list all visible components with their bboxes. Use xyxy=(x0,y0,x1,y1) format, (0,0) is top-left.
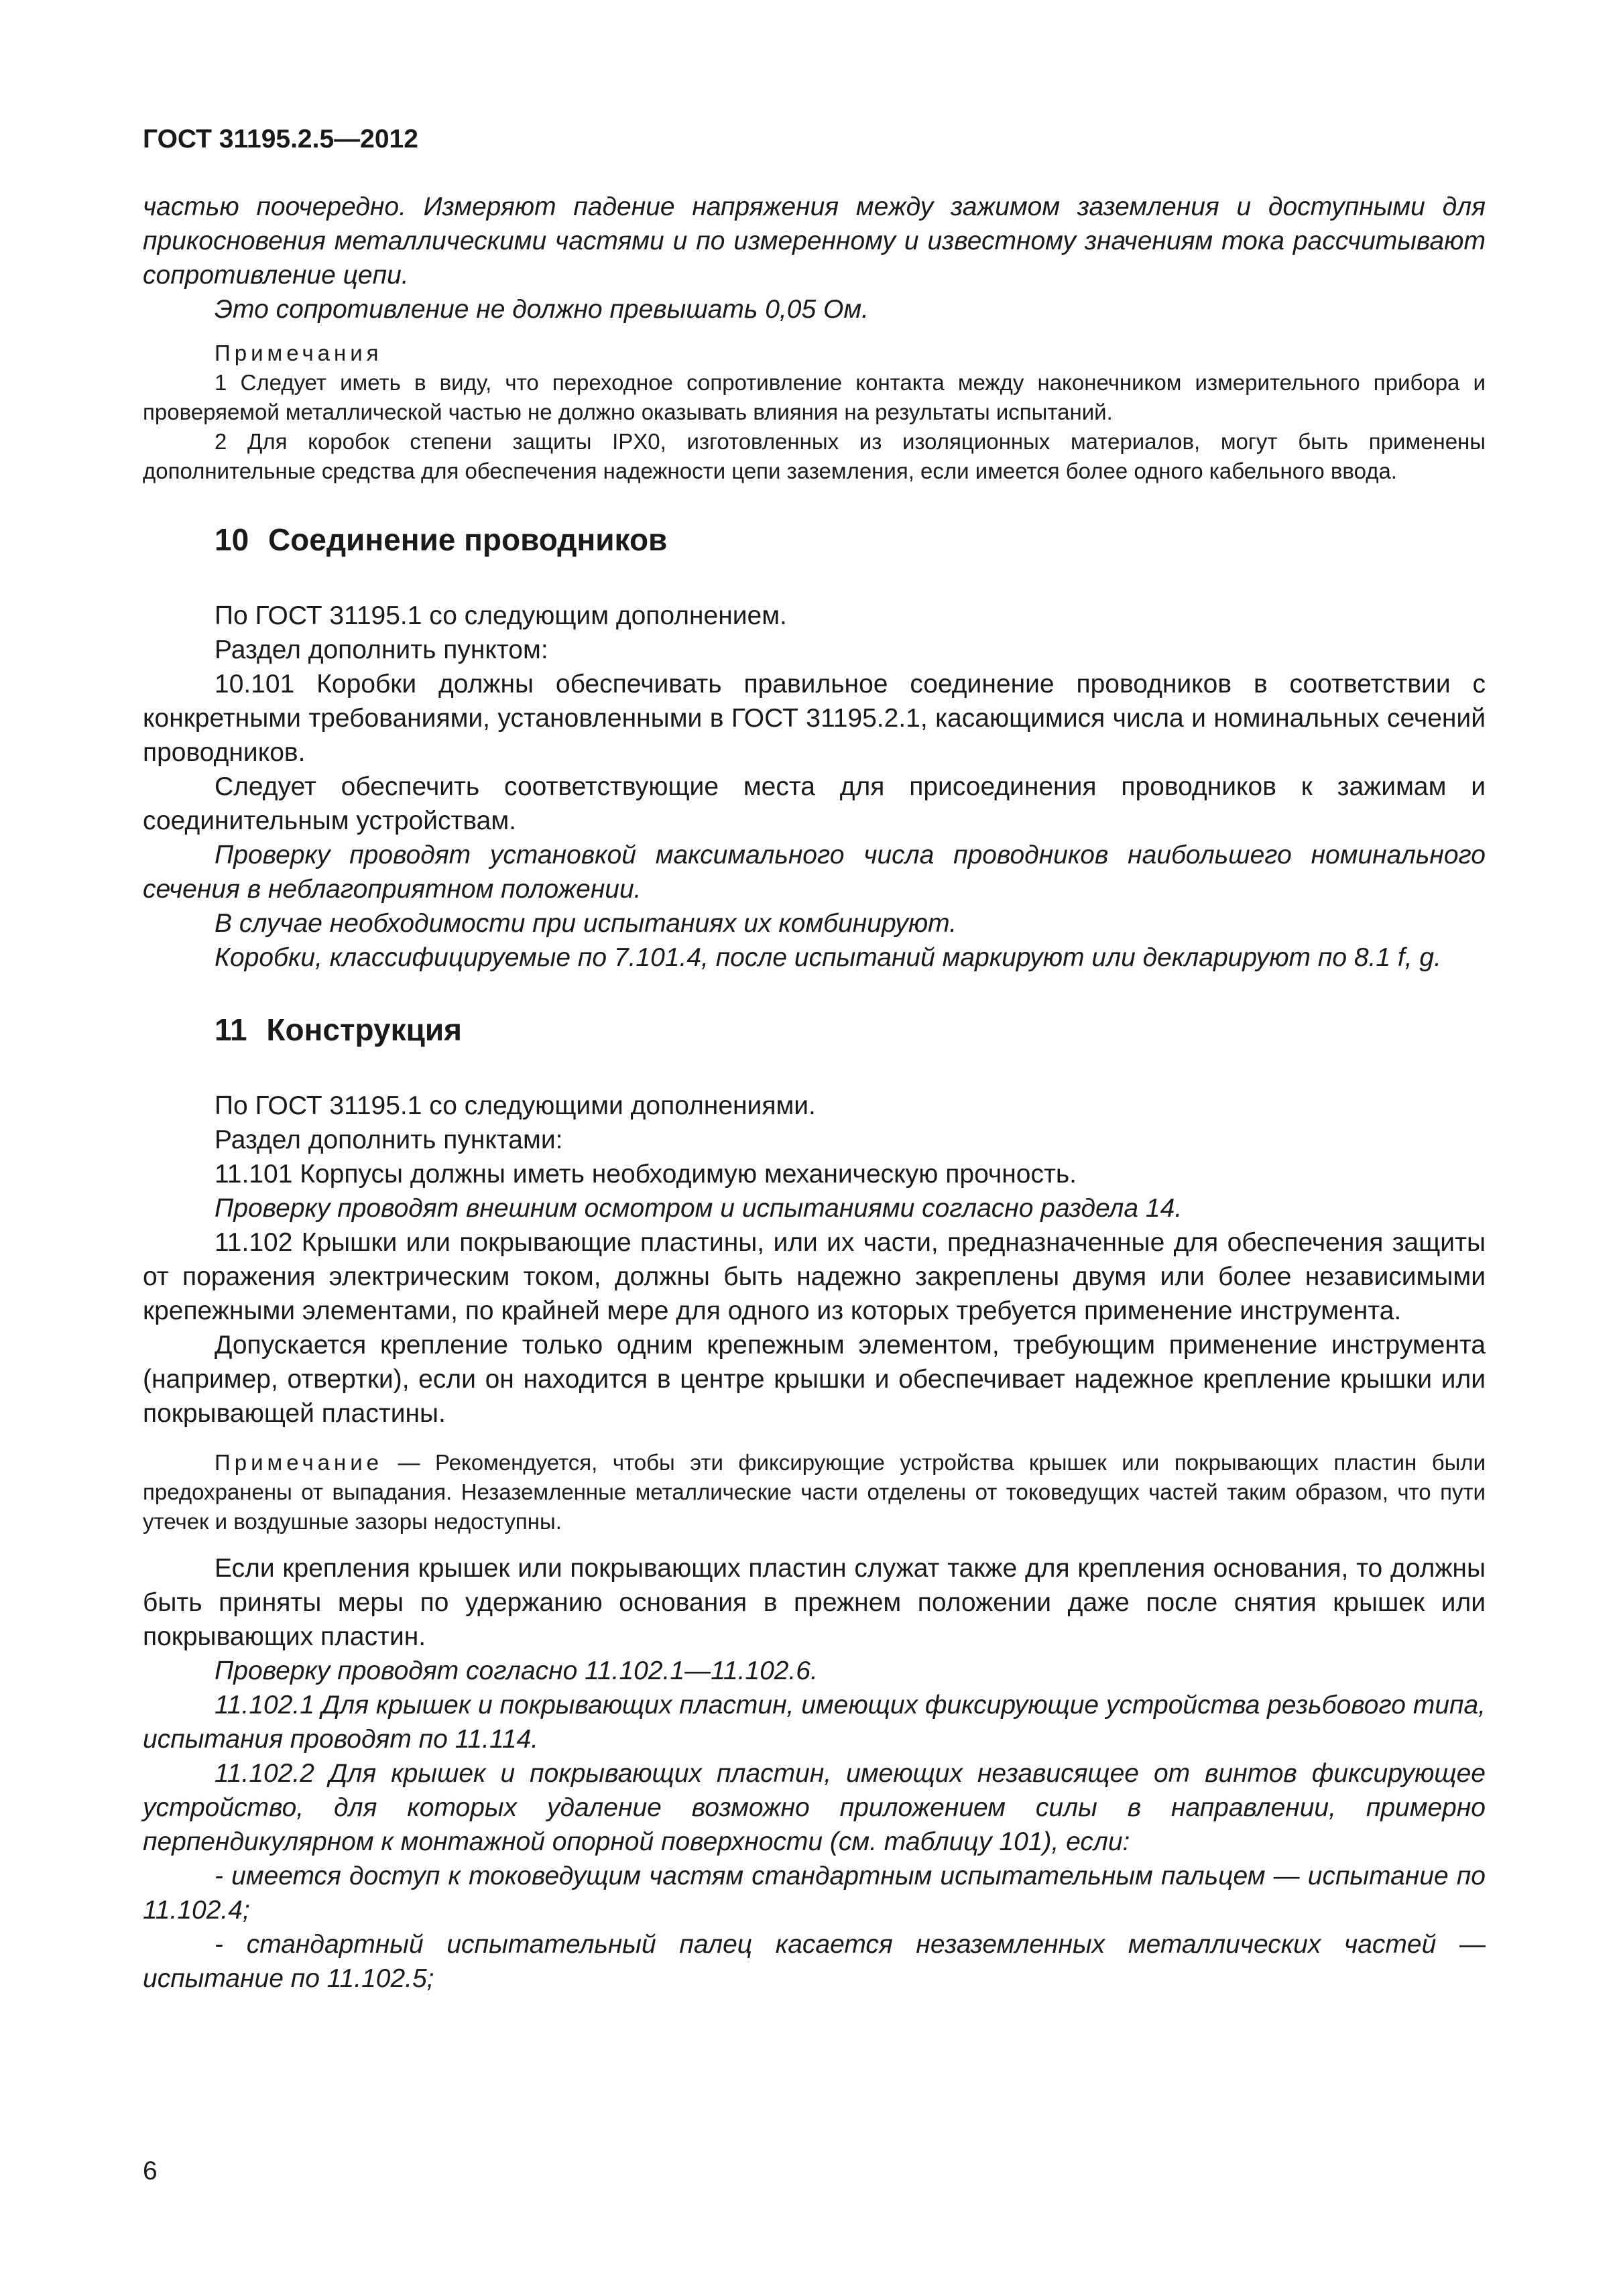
paragraph: 11.102.2 Для крышек и покрывающих пластин, имеющих независящее от винтов фиксирующее устройство, для которых удаление возможно приложением силы в направлении, примерно перпендикулярном к монтажной опорной поверхности (см. таблицу 101), если: xyxy=(143,1759,1486,1856)
paragraph: Это сопротивление не должно превышать 0,05 Ом. xyxy=(215,295,869,324)
section-title: Соединение проводников xyxy=(267,522,668,557)
paragraph: Допускается крепление только одним крепежным элементом, требующим применение инструмента (например, отвертки), если он находится в центре крышки и обеспечивает надежное крепление крышки или покрывающей пластины. xyxy=(143,1331,1486,1428)
note-text: — Рекомендуется, чтобы эти фиксирующие устройства крышек или покрывающих пластин были предохранены от выпадания. Незаземленные металлические части отделены от токоведущих частей таким образом, что пути утечек и воздушные зазоры недоступны. xyxy=(143,1450,1486,1534)
paragraph: 10.101 Коробки должны обеспечивать правильное соединение проводников в соответствии с конкретными требованиями, установленными в ГОСТ 31195.2.1, касающимися числа и номинальных сечений проводников. xyxy=(143,670,1486,767)
paragraph: Коробки, классифицируемые по 7.101.4, после испытаний маркируют или декларируют по 8.1 f, g. xyxy=(215,943,1441,972)
paragraph: По ГОСТ 31195.1 со следующими дополнениями. xyxy=(215,1091,816,1120)
notes-heading: Примечания xyxy=(215,341,383,365)
document-header: ГОСТ 31195.2.5—2012 xyxy=(143,125,418,154)
paragraph: 11.102.1 Для крышек и покрывающих пластин, имеющих фиксирующие устройства резьбового типа, испытания проводят по 11.114. xyxy=(143,1691,1486,1754)
section-heading xyxy=(143,1010,1486,1050)
section-number: 11 xyxy=(215,1012,247,1047)
note-item xyxy=(143,1448,1486,1536)
paragraph: 11.101 Корпусы должны иметь необходимую механическую прочность. xyxy=(215,1160,1077,1189)
paragraph: В случае необходимости при испытаниях их комбинируют. xyxy=(215,909,957,938)
paragraph: Следует обеспечить соответствующие места для присоединения проводников к зажимам и соединительным устройствам. xyxy=(143,772,1486,835)
paragraph: частью поочередно. Измеряют падение напряжения между зажимом заземления и доступными для прикосновения металлическими частями и по измеренному и известному значениям тока рассчитывают сопротивление цепи. xyxy=(143,192,1486,290)
paragraph: Проверку проводят установкой максимального числа проводников наибольшего номинального сечения в неблагоприятном положении. xyxy=(143,841,1486,904)
paragraph: Раздел дополнить пунктом: xyxy=(215,636,548,664)
section-heading xyxy=(143,520,1486,560)
paragraph: Раздел дополнить пунктами: xyxy=(215,1126,563,1154)
paragraph: Если крепления крышек или покрывающих пластин служат также для крепления основания, то должны быть приняты меры по удержанию основания в прежнем положении даже после снятия крышек или покрывающих пластин. xyxy=(143,1554,1486,1651)
document-body xyxy=(143,190,1486,1996)
paragraph: Проверку проводят согласно 11.102.1—11.102.6. xyxy=(215,1656,818,1685)
note-item: 1 Следует иметь в виду, что переходное сопротивление контакта между наконечником измерительного прибора и проверяемой металлической частью не должно оказывать влияния на результаты испытаний. xyxy=(143,370,1486,424)
paragraph: 11.102 Крышки или покрывающие пластины, или их части, предназначенные для обеспечения защиты от поражения электрическим током, должны быть надежно закреплены двумя или более независимыми крепежными элементами, по крайней мере для одного из которых требуется применение инструмента. xyxy=(143,1228,1486,1325)
note-label: Примечание xyxy=(215,1450,383,1475)
section-title: Конструкция xyxy=(266,1012,462,1047)
page-number: 6 xyxy=(143,2157,158,2185)
note-item: 2 Для коробок степени защиты IPX0, изготовленных из изоляционных материалов, могут быть применены дополнительные средства для обеспечения надежности цепи заземления, если имеется более одного кабельного ввода. xyxy=(143,429,1486,483)
paragraph: По ГОСТ 31195.1 со следующим дополнением. xyxy=(215,601,787,630)
paragraph: - стандартный испытательный палец касается незаземленных металлических частей — испытание по 11.102.5; xyxy=(143,1930,1486,1993)
paragraph: - имеется доступ к токоведущим частям стандартным испытательным пальцем — испытание по 11.102.4; xyxy=(143,1862,1486,1925)
section-number: 10 xyxy=(215,522,249,557)
paragraph: Проверку проводят внешним осмотром и испытаниями согласно раздела 14. xyxy=(215,1194,1183,1223)
